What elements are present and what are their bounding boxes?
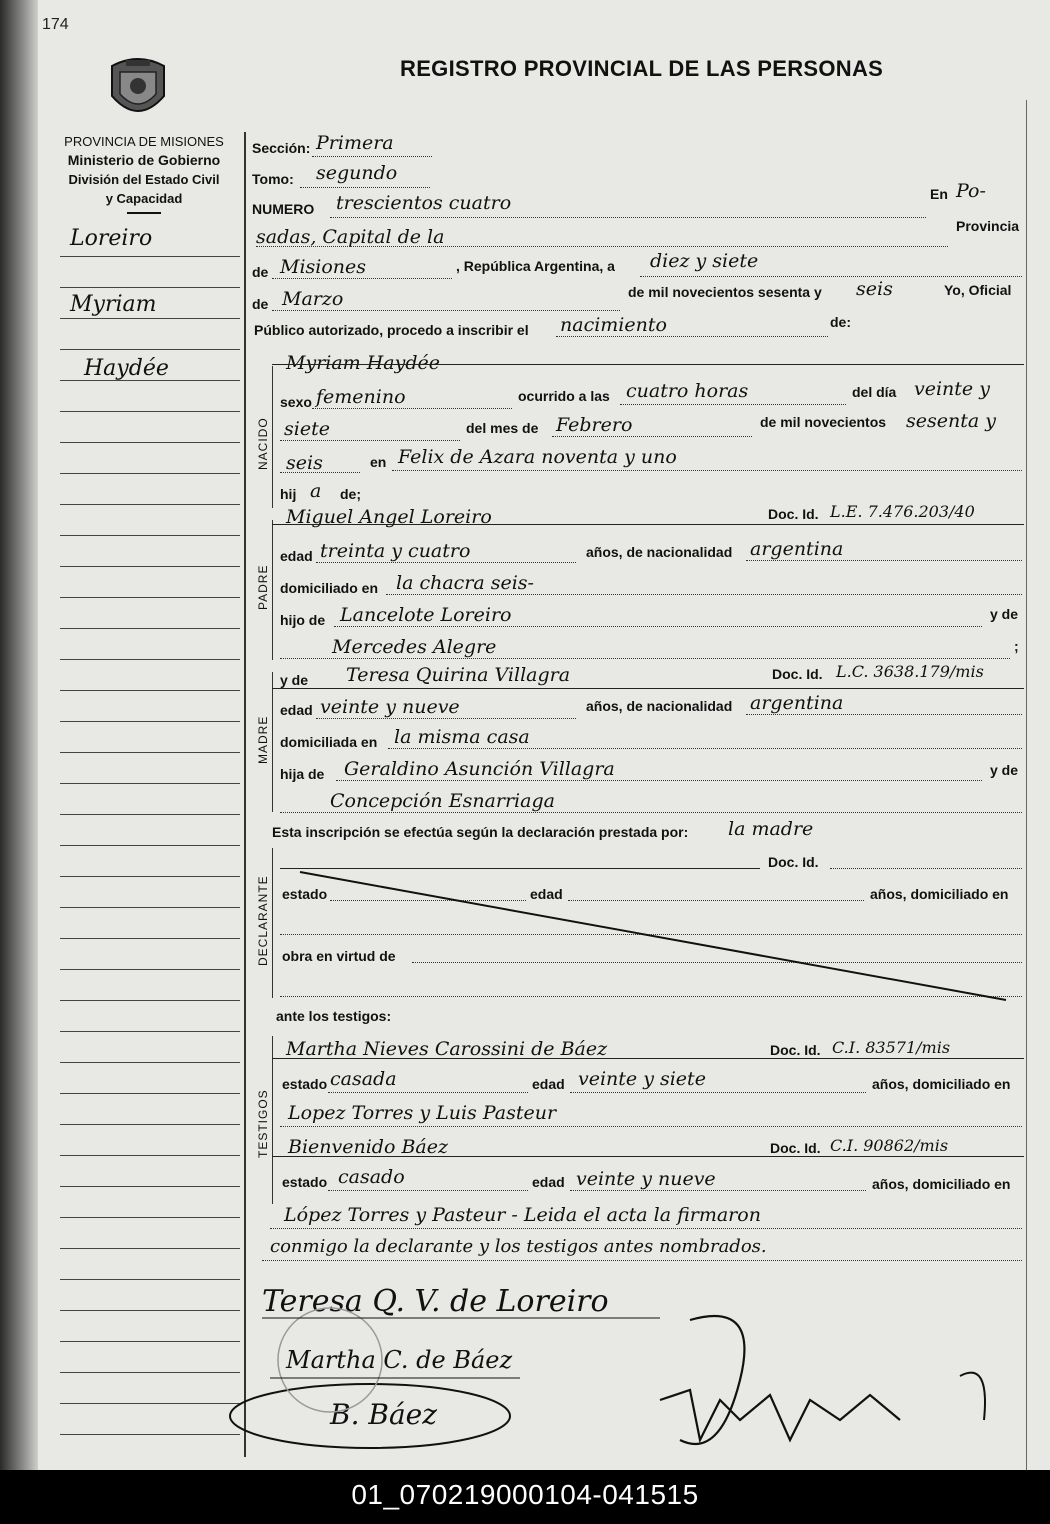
- agency-capacity: y Capacidad: [105, 191, 183, 206]
- signature-declarante: Teresa Q. V. de Loreiro: [262, 1284, 609, 1319]
- madre-hija-value: Geraldino Asunción Villagra: [344, 758, 615, 780]
- margin-first-name: Myriam: [70, 292, 157, 317]
- padre-dom-value: la chacra seis-: [396, 572, 534, 594]
- testigos-ante-label: ante los testigos:: [276, 1008, 392, 1024]
- de-label: de: [252, 264, 269, 280]
- provincia-label: Provincia: [956, 218, 1020, 234]
- testigo2-edad-value: veinte y nueve: [576, 1168, 716, 1190]
- month-value: Marzo: [282, 288, 344, 310]
- padre-name: Miguel Angel Loreiro: [286, 506, 492, 528]
- testigo2-anios-label: años, domiciliado en: [872, 1176, 1011, 1192]
- agency-ministry: Ministerio de Gobierno: [67, 152, 221, 168]
- agency-division: División del Estado Civil: [68, 172, 220, 187]
- declaracion-label: Esta inscripción se efectúa según la declaración prestada por:: [272, 824, 689, 840]
- hij-value: a: [310, 480, 322, 502]
- day-value: diez y siete: [650, 250, 759, 272]
- declarante-anios-label: años, domiciliado en: [870, 886, 1009, 902]
- declarante-section-label: DECLARANTE: [256, 875, 270, 966]
- madre-edad-value: veinte y nueve: [320, 696, 460, 718]
- testigo1-edad-label: edad: [532, 1076, 565, 1092]
- testigo1-doc-label: Doc. Id.: [770, 1042, 821, 1058]
- madre-doc-label: Doc. Id.: [772, 666, 823, 682]
- lugar-value: Felix de Azara noventa y uno: [398, 446, 677, 468]
- madre-madre-value: Concepción Esnarriaga: [330, 790, 555, 812]
- padre-dom-label: domiciliado en: [280, 580, 379, 596]
- signature-testigo2: B. Báez: [330, 1398, 437, 1431]
- testigo2-edad-label: edad: [532, 1174, 565, 1190]
- sexo-value: femenino: [316, 386, 406, 408]
- nacido-name: Myriam Haydée: [286, 352, 441, 374]
- declarante-obra-label: obra en virtud de: [282, 948, 396, 964]
- testigos-section-label: TESTIGOS: [256, 1089, 270, 1158]
- testigo2-estado-value: casado: [338, 1166, 405, 1188]
- declarante-edad-label: edad: [530, 886, 563, 902]
- agency-province: PROVINCIA DE MISIONES: [64, 134, 224, 149]
- sexo-label: sexo: [280, 394, 312, 410]
- madre-nac-label: años, de nacionalidad: [586, 698, 733, 714]
- testigo1-estado-value: casada: [330, 1068, 397, 1090]
- dia-value: veinte y: [914, 378, 990, 400]
- testigo1-edad-value: veinte y siete: [578, 1068, 706, 1090]
- madre-yde-label: y de: [280, 672, 309, 688]
- seccion-value: Primera: [316, 132, 394, 154]
- en-label: En: [930, 186, 948, 202]
- deldia-label: del día: [852, 384, 897, 400]
- publico-label: Público autorizado, procedo a inscribir el: [254, 322, 529, 338]
- en-value: Po-: [956, 180, 986, 202]
- padre-semicolon: ;: [1014, 638, 1019, 654]
- padre-section-label: PADRE: [256, 564, 270, 610]
- padre-nac-value: argentina: [750, 538, 844, 560]
- padre-hijo-value: Lancelote Loreiro: [340, 604, 512, 626]
- padre-nac-label: años, de nacionalidad: [586, 544, 733, 560]
- hora-value: cuatro horas: [626, 380, 749, 402]
- numero-value: trescientos cuatro: [336, 192, 512, 214]
- madre-nac-value: argentina: [750, 692, 844, 714]
- testigo2-dom-value: López Torres y Pasteur - Leida el acta la firmaron: [284, 1204, 761, 1226]
- padre-yde-label: y de: [990, 606, 1019, 622]
- de2-label: de: [252, 296, 269, 312]
- dia-value-cont: siete: [284, 418, 330, 440]
- anio-value-cont: seis: [286, 452, 323, 474]
- ocurrido-label: ocurrido a las: [518, 388, 610, 404]
- padre-edad-label: edad: [280, 548, 313, 564]
- madre-dom-value: la misma casa: [394, 726, 530, 748]
- oficial-label: Yo, Oficial: [944, 282, 1012, 298]
- tomo-value: segundo: [316, 162, 398, 184]
- hij-de-label: de;: [340, 486, 361, 502]
- declaracion-value: la madre: [728, 818, 814, 840]
- anio-value: sesenta y: [906, 410, 996, 432]
- testigo1-estado-label: estado: [282, 1076, 328, 1092]
- nacido-section-label: NACIDO: [256, 417, 270, 470]
- declarante-doc-label: Doc. Id.: [768, 854, 819, 870]
- hij-label: hij: [280, 486, 297, 502]
- testigo1-dom-value: Lopez Torres y Luis Pasteur: [288, 1102, 557, 1124]
- provincia-value: Misiones: [280, 256, 367, 278]
- testigo1-name: Martha Nieves Carossini de Báez: [286, 1038, 608, 1060]
- madre-edad-label: edad: [280, 702, 313, 718]
- madre-name: Teresa Quirina Villagra: [346, 664, 571, 686]
- padre-edad-value: treinta y cuatro: [320, 540, 471, 562]
- margin-surname: Loreiro: [70, 226, 153, 251]
- document-title: REGISTRO PROVINCIAL DE LAS PERSONAS: [400, 56, 884, 81]
- madre-section-label: MADRE: [256, 715, 270, 764]
- padre-doc-value: L.E. 7.476.203/40: [830, 502, 975, 521]
- closing-text: conmigo la declarante y los testigos antes nombrados.: [270, 1236, 767, 1257]
- signature-testigo1: Martha C. de Báez: [286, 1346, 513, 1374]
- seccion-label: Sección:: [252, 140, 311, 156]
- republica-label: , República Argentina, a: [456, 258, 615, 274]
- testigo2-doc-label: Doc. Id.: [770, 1140, 821, 1156]
- testigo2-estado-label: estado: [282, 1174, 328, 1190]
- margin-second-name: Haydée: [84, 356, 169, 381]
- madre-yde2-label: y de: [990, 762, 1019, 778]
- declarante-estado-label: estado: [282, 886, 328, 902]
- mes-label: del mes de: [466, 420, 539, 436]
- padre-doc-label: Doc. Id.: [768, 506, 819, 522]
- numero-label: NUMERO: [252, 201, 315, 217]
- scan-id-label: 01_070219000104-041515: [0, 1470, 1050, 1524]
- nacido-en-label: en: [370, 454, 387, 470]
- madre-dom-label: domiciliada en: [280, 734, 378, 750]
- padre-hijo-label: hijo de: [280, 612, 326, 628]
- mil-label: de mil novecientos: [760, 414, 887, 430]
- padre-madre-value: Mercedes Alegre: [332, 636, 497, 658]
- year-label: de mil novecientos sesenta y: [628, 284, 822, 300]
- testigo1-doc-value: C.I. 83571/mis: [832, 1038, 951, 1057]
- year-value: seis: [856, 278, 893, 300]
- corner-note: 174: [42, 16, 69, 33]
- testigo1-anios-label: años, domiciliado en: [872, 1076, 1011, 1092]
- tomo-label: Tomo:: [252, 171, 294, 187]
- madre-hija-label: hija de: [280, 766, 325, 782]
- mes-value: Febrero: [556, 414, 633, 436]
- testigo2-doc-value: C.I. 90862/mis: [830, 1136, 949, 1155]
- madre-doc-value: L.C. 3638.179/mis: [836, 662, 984, 681]
- de3-label: de:: [830, 314, 851, 330]
- testigo2-name: Bienvenido Báez: [288, 1136, 448, 1158]
- place-value: sadas, Capital de la: [256, 226, 445, 248]
- acta-value: nacimiento: [560, 314, 667, 336]
